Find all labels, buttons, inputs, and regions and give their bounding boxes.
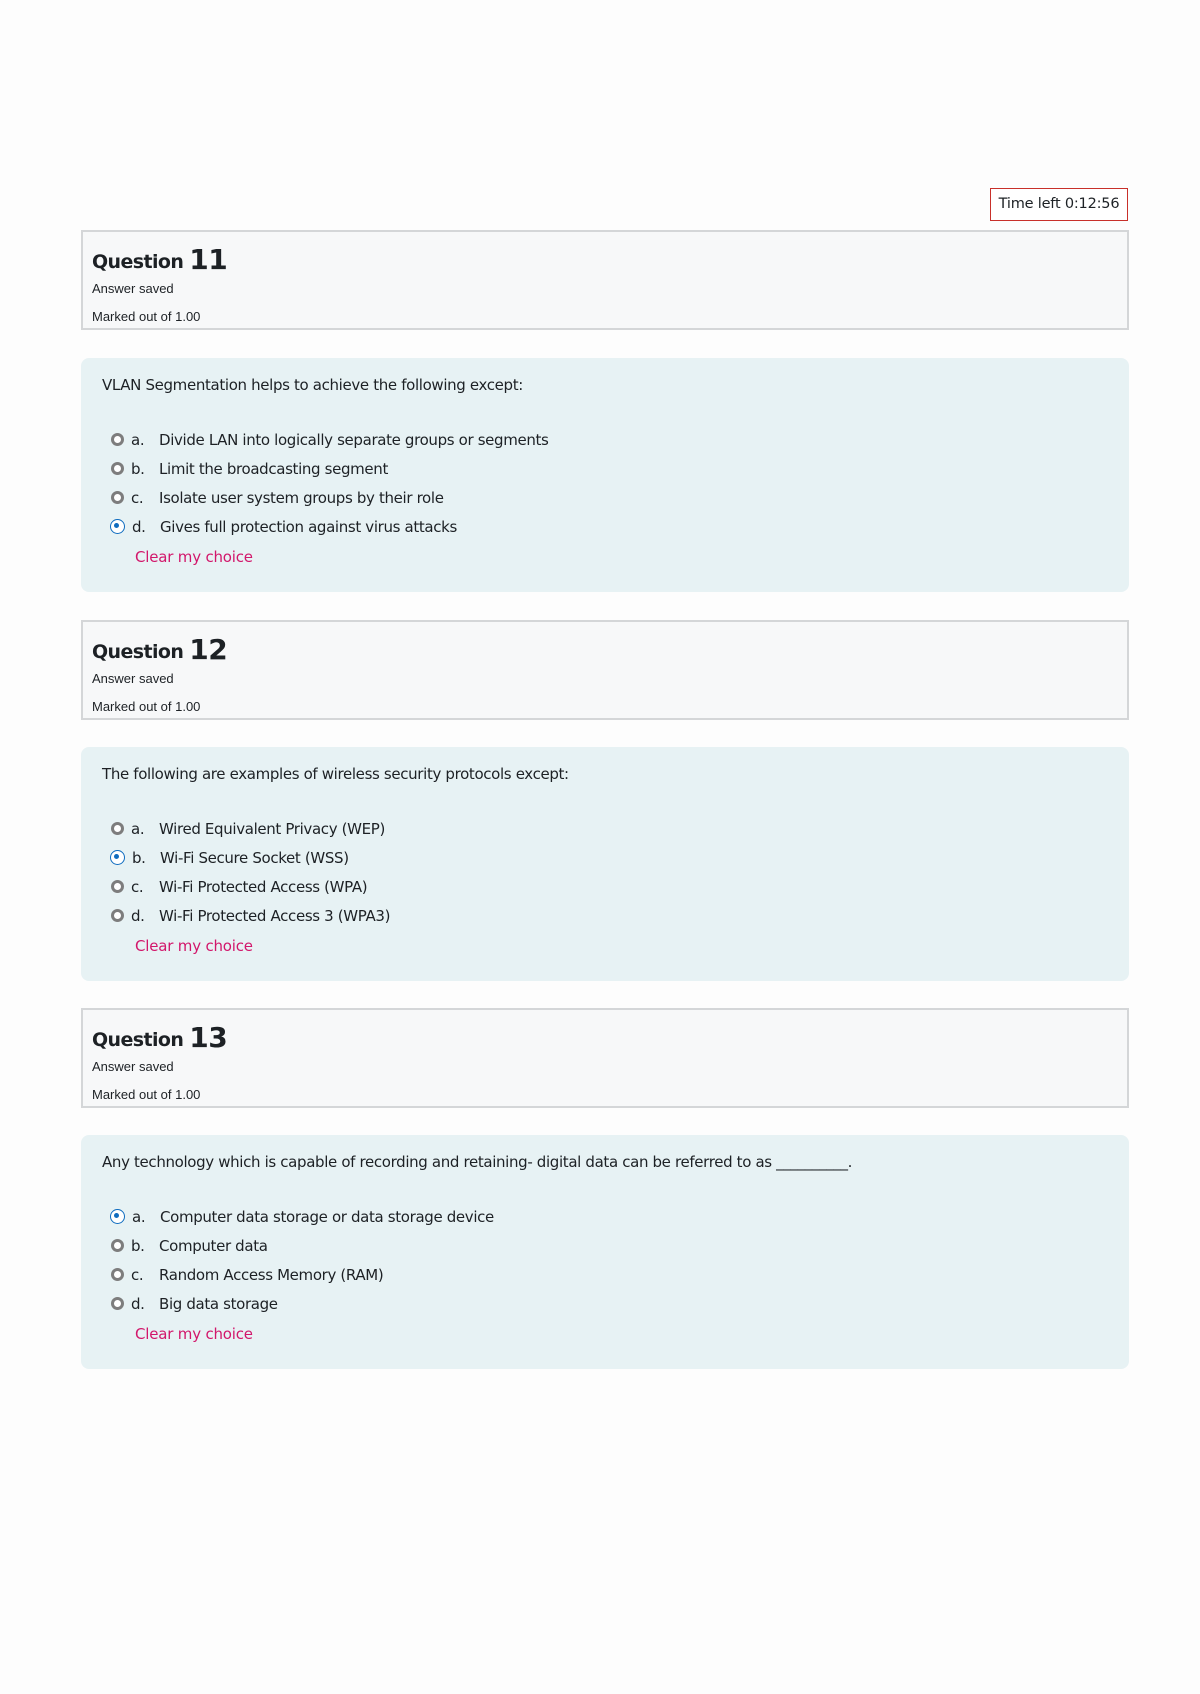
answer-label[interactable]: Computer data storage or data storage device <box>160 1207 494 1226</box>
clear-my-choice-link[interactable]: Clear my choice <box>135 937 253 955</box>
time-left-timer: Time left 0:12:56 <box>990 188 1128 221</box>
question-11-title <box>92 240 1118 276</box>
radio-button[interactable] <box>111 822 124 835</box>
answer-option-d[interactable] <box>102 901 1108 930</box>
answer-list <box>102 425 1108 541</box>
question-number: 12 <box>189 633 228 666</box>
answer-label[interactable]: Limit the broadcasting segment <box>159 459 388 478</box>
question-label: Question <box>92 1029 184 1051</box>
radio-button[interactable] <box>111 1239 124 1252</box>
answer-letter: d. <box>131 1294 145 1313</box>
answer-label[interactable]: Wired Equivalent Privacy (WEP) <box>159 819 385 838</box>
answer-letter: b. <box>132 848 146 867</box>
radio-button[interactable] <box>111 1268 124 1281</box>
question-text: The following are examples of wireless security protocols except: <box>102 765 569 783</box>
clear-my-choice-link[interactable]: Clear my choice <box>135 1325 253 1343</box>
question-state: Answer saved <box>92 1059 174 1074</box>
answer-option-a[interactable] <box>102 1202 1108 1231</box>
question-grade: Marked out of 1.00 <box>92 699 201 714</box>
radio-button[interactable] <box>111 909 124 922</box>
answer-option-c[interactable] <box>102 1260 1108 1289</box>
radio-button[interactable] <box>111 880 124 893</box>
answer-option-d[interactable] <box>102 1289 1108 1318</box>
answer-label[interactable]: Divide LAN into logically separate groups or segments <box>159 430 549 449</box>
answer-label[interactable]: Wi-Fi Protected Access 3 (WPA3) <box>159 906 391 925</box>
question-13-title <box>92 1018 1118 1054</box>
question-12-content <box>81 747 1129 981</box>
question-11-info <box>81 230 1129 330</box>
answer-option-d[interactable] <box>102 512 1108 541</box>
radio-button-selected[interactable] <box>110 519 125 534</box>
question-label: Question <box>92 641 184 663</box>
radio-button-selected[interactable] <box>110 850 125 865</box>
answer-option-b[interactable] <box>102 843 1108 872</box>
answer-option-a[interactable] <box>102 814 1108 843</box>
answer-label[interactable]: Isolate user system groups by their role <box>159 488 444 507</box>
answer-option-b[interactable] <box>102 1231 1108 1260</box>
question-label: Question <box>92 251 184 273</box>
answer-letter: c. <box>131 1265 144 1284</box>
radio-button[interactable] <box>111 491 124 504</box>
answer-option-b[interactable] <box>102 454 1108 483</box>
answer-list <box>102 1202 1108 1318</box>
question-12-info <box>81 620 1129 720</box>
radio-button[interactable] <box>111 433 124 446</box>
radio-button-selected[interactable] <box>110 1209 125 1224</box>
answer-option-c[interactable] <box>102 483 1108 512</box>
answer-label[interactable]: Wi-Fi Secure Socket (WSS) <box>160 848 349 867</box>
answer-letter: c. <box>131 488 144 507</box>
answer-label[interactable]: Gives full protection against virus attacks <box>160 517 457 536</box>
answer-label[interactable]: Random Access Memory (RAM) <box>159 1265 384 1284</box>
answer-label[interactable]: Computer data <box>159 1236 268 1255</box>
radio-button[interactable] <box>111 462 124 475</box>
question-text: Any technology which is capable of recording and retaining- digital data can be referred to as __________. <box>102 1153 853 1171</box>
question-text: VLAN Segmentation helps to achieve the following except: <box>102 376 523 394</box>
answer-option-a[interactable] <box>102 425 1108 454</box>
answer-option-c[interactable] <box>102 872 1108 901</box>
answer-letter: d. <box>132 517 146 536</box>
question-11-content <box>81 358 1129 592</box>
question-number: 11 <box>189 243 228 276</box>
clear-my-choice-link[interactable]: Clear my choice <box>135 548 253 566</box>
answer-letter: a. <box>132 1207 146 1226</box>
question-13-info <box>81 1008 1129 1108</box>
answer-label[interactable]: Wi-Fi Protected Access (WPA) <box>159 877 368 896</box>
answer-letter: a. <box>131 430 145 449</box>
question-12-title <box>92 630 1118 666</box>
answer-letter: c. <box>131 877 144 896</box>
answer-letter: d. <box>131 906 145 925</box>
question-grade: Marked out of 1.00 <box>92 309 201 324</box>
radio-button[interactable] <box>111 1297 124 1310</box>
question-number: 13 <box>189 1021 228 1054</box>
question-grade: Marked out of 1.00 <box>92 1087 201 1102</box>
answer-letter: b. <box>131 1236 145 1255</box>
answer-label[interactable]: Big data storage <box>159 1294 278 1313</box>
answer-letter: a. <box>131 819 145 838</box>
answer-list <box>102 814 1108 930</box>
question-13-content <box>81 1135 1129 1369</box>
question-state: Answer saved <box>92 281 174 296</box>
answer-letter: b. <box>131 459 145 478</box>
question-state: Answer saved <box>92 671 174 686</box>
